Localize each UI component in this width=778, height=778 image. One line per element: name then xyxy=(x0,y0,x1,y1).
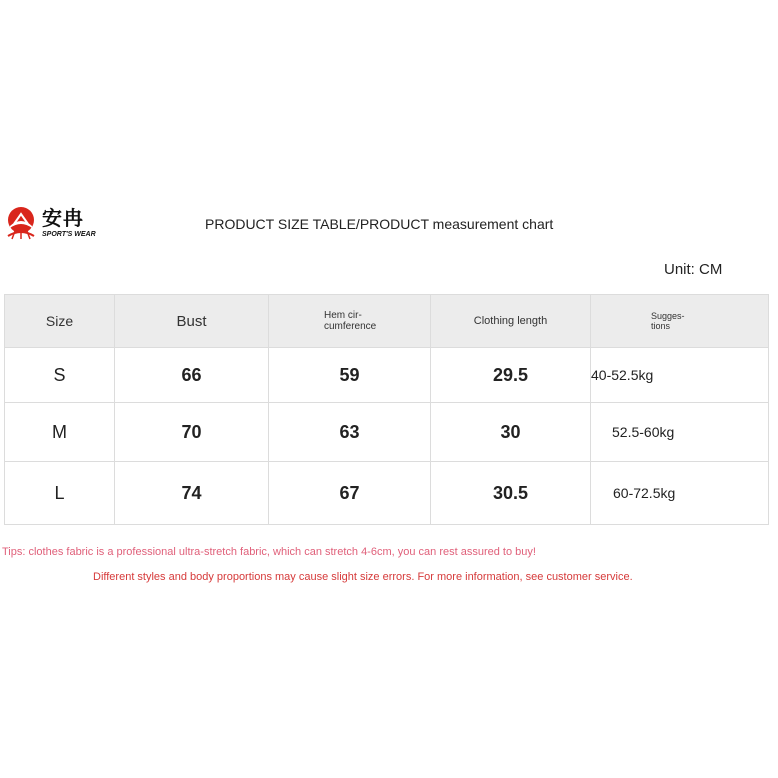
size-table xyxy=(4,294,769,525)
cell-hem: 67 xyxy=(269,462,431,525)
table-row xyxy=(5,403,769,462)
brand-name-en: SPORT'S WEAR xyxy=(42,231,96,238)
brand-name-cn: 安冉 xyxy=(42,206,84,230)
cell-hem: 59 xyxy=(269,348,431,403)
table-row xyxy=(5,348,769,403)
tip-size-error-note: Different styles and body proportions may cause slight size errors. For more information, see customer service. xyxy=(93,571,633,583)
cell-weight: 60-72.5kg xyxy=(591,462,769,525)
page-title: PRODUCT SIZE TABLE/PRODUCT measurement chart xyxy=(205,216,554,232)
header-hem-line1: Hem cir- xyxy=(324,310,362,321)
header-bust: Bust xyxy=(115,295,269,348)
table-row xyxy=(5,462,769,525)
cell-length: 30 xyxy=(431,403,591,462)
brand-emblem-icon xyxy=(4,206,38,240)
unit-label: Unit: CM xyxy=(664,261,723,278)
header-suggestions xyxy=(591,295,769,348)
header-hem xyxy=(269,295,431,348)
cell-length: 30.5 xyxy=(431,462,591,525)
header-sugg-line1: Sugges- xyxy=(651,311,685,321)
cell-hem: 63 xyxy=(269,403,431,462)
cell-size: L xyxy=(5,462,115,525)
cell-weight: 52.5-60kg xyxy=(591,403,769,462)
header-size: Size xyxy=(5,295,115,348)
cell-bust: 74 xyxy=(115,462,269,525)
cell-size: M xyxy=(5,403,115,462)
header-hem-line2: cumference xyxy=(324,321,377,332)
cell-weight: 40-52.5kg xyxy=(591,348,769,403)
header-sugg-line2: tions xyxy=(651,321,671,331)
cell-size: S xyxy=(5,348,115,403)
brand-logo xyxy=(4,206,94,242)
tip-stretch-note: Tips: clothes fabric is a professional ultra-stretch fabric, which can stretch 4-6cm, you can rest assured to buy! xyxy=(2,546,536,558)
cell-bust: 66 xyxy=(115,348,269,403)
cell-length: 29.5 xyxy=(431,348,591,403)
table-header-row xyxy=(5,295,769,348)
cell-bust: 70 xyxy=(115,403,269,462)
header-clothing-length: Clothing length xyxy=(431,295,591,348)
